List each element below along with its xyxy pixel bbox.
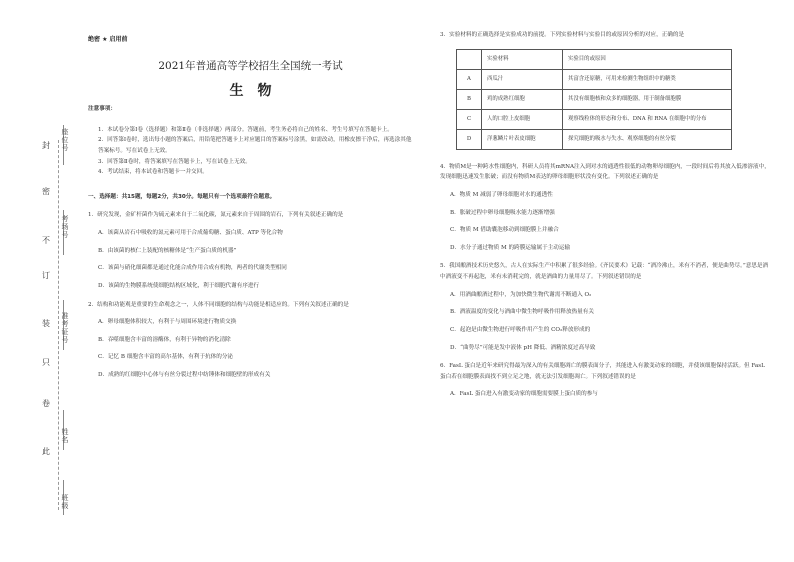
- question-stem: 6．FasL 蛋白是近年来研究得最为深入的有关细胞凋亡的膜表面分子，其能进入有激变动家的细胞，并使该细胞保持活跃。但 FasL 蛋白若在细胞膜表面找不到立足之地，就无法引发细胞凋亡。下列叙述错误的是: [440, 363, 765, 380]
- table-cell: C: [457, 109, 482, 129]
- table-cell: D: [457, 129, 482, 149]
- notice-item: 1．本试卷分第Ⅰ卷（选择题）和第Ⅱ卷（非选择题）两部分。答题前，考生务必将自己的姓名、考生号填写在答题卡上。: [98, 126, 393, 133]
- question-option: C．记忆 B 细胞含丰富的高尔基体，有利于抗体的分泌: [98, 354, 234, 361]
- seal-char: 装: [42, 319, 50, 328]
- question-option: B．吞噬细胞含丰富的溶酶体，有利于异物的消化清除: [98, 336, 231, 343]
- exam-title: 2021年普通高等学校招生全国统一考试: [158, 60, 343, 72]
- binding-dashed-line: [58, 140, 59, 510]
- notice-item: 3．回答第Ⅱ卷时，将答案填写在答题卡上，写在试卷上无效。: [98, 158, 251, 165]
- room-label: 考场号: [61, 215, 69, 239]
- question-option: B．胀破过程中卵母细胞吸水能力逐渐增强: [450, 209, 555, 216]
- question-option: A．用酒曲酿酒过程中，为加快微生物代谢需不断通入 O₂: [450, 291, 592, 298]
- question-option: D．成熟的红细胞中心体与有丝分裂过程中纺锤体和细胞壁的形成有关: [98, 372, 271, 378]
- seal-char: 封: [42, 141, 50, 150]
- question-option: C．物质 M 借助囊泡移动到细胞膜上并融合: [450, 227, 559, 234]
- notice-item: 2．回答第Ⅰ卷时，选出每小题的答案后，用铅笔把答题卡上对应题目的答案标号涂黑，如需改动，用橡皮擦干净后，再选涂其他答案标号。写在试卷上无效。: [98, 137, 412, 154]
- notice-list: [88, 125, 413, 178]
- subject-title: 生 物: [229, 83, 272, 99]
- question-option: D．“曲势尽”可能是发中液体 pH 降低、酒精浓度过高导致: [450, 344, 596, 351]
- ticket-label: 准考证号: [61, 312, 69, 344]
- question-option: C．起泡是由微生物进行呼吸作用产生的 CO₂释放形成的: [450, 326, 591, 333]
- table-cell: 人的口腔上皮细胞: [482, 109, 563, 129]
- section-heading: 一、选择题：共15题，每题2分，共30分。每题只有一个选项最符合题意。: [88, 193, 276, 200]
- table-cell: 探究细胞的吸水与失水、观察细胞的有丝分裂: [563, 129, 732, 149]
- question-option: C．该菌与硝化细菌都是通过化能合成作用合成有机物，两者的代谢类型相同: [98, 265, 287, 272]
- table-cell: 洋葱鳞片叶表皮细胞: [482, 129, 563, 149]
- seal-char: 不: [42, 236, 50, 245]
- question-stem: 1．研究发现，金矿杆菌作为硫元素来自于二氧化碳，氮元素来自于周围的岩石，下列有关叙述正确的是: [88, 212, 344, 219]
- class-label: 班级: [61, 494, 69, 510]
- question-stem: 3．实验材料的正确选择是实验成功的前提。下列实验材料与实验目的或原因分析的对应，正确的是: [440, 32, 685, 38]
- table-cell: 西瓜汁: [482, 69, 563, 89]
- notice-heading: 注意事项：: [88, 106, 116, 112]
- right-column: [440, 30, 770, 400]
- seat-label: 座位号: [61, 128, 69, 152]
- seal-char: 密: [42, 187, 50, 196]
- table-cell: 其富含还原糖，可用来检测生物组织中的糖类: [563, 69, 732, 89]
- question-stem: 4．物质M是一种跨水性细胞内，科研人员将其mRNA注入到对水的通透性很低的动物卵母细胞内，一段时间后将其放入低渗溶液中，发现细胞迅速发生胀破；而没有物质M表达的卵母细胞形状没有变化。下列叙述正确的是: [440, 163, 770, 181]
- table-row: [457, 109, 732, 129]
- table-header-cell: [457, 49, 482, 69]
- seal-char: 只: [42, 358, 50, 367]
- table-cell: 鸡的成熟红细胞: [482, 89, 563, 109]
- table-header-row: [457, 49, 732, 69]
- table-cell: 观察线粒体的形态和分布、DNA 和 RNA 在细胞中的分布: [563, 109, 732, 129]
- question-option: D．水分子通过物质 M 的跨膜运输属于主动运输: [450, 244, 571, 251]
- name-label: 姓名: [61, 428, 69, 444]
- secret-label: 绝密 ★ 启用前: [88, 36, 128, 43]
- table-cell: 其没有细胞核和众多的细胞器，用于制备细胞膜: [563, 89, 732, 109]
- question-option: B．酒液温度的变化与酒曲中微生物呼吸作用释放热量有关: [450, 309, 594, 316]
- materials-table: [456, 49, 732, 150]
- table-cell: B: [457, 89, 482, 109]
- seal-char: 此: [42, 447, 50, 456]
- question-option: A．卵母细胞体积较大，有利于与周围环境进行物质交换: [98, 319, 237, 326]
- table-row: [457, 89, 732, 109]
- table-row: [457, 69, 732, 89]
- question-option: A．物质 M 减弱了卵母细胞对水的通透性: [450, 191, 553, 198]
- table-row: [457, 129, 732, 149]
- table-header-cell: 实验材料: [482, 49, 563, 69]
- question-option: D．该菌的生物膜系统使细胞结构区域化，利于细胞代谢有序进行: [98, 282, 260, 289]
- question-option: A．该菌从岩石中吸收的氮元素可用于合成葡萄糖、蛋白质、ATP 等化合物: [98, 230, 283, 236]
- table-header-cell: 实验目的或原因: [563, 49, 732, 69]
- question-stem: 2．结构和功能观是重要的生命观念之一，人体不同细胞的结构与功能是相适应的。下列有关叙述正确的是: [88, 301, 349, 308]
- notice-item: 4．考试结束，将本试卷和答题卡一并交回。: [98, 169, 208, 176]
- question-option: A．FasL 蛋白进入有激变动家的细胞需要膜上蛋白质的参与: [450, 391, 598, 398]
- question-stem: 5．我国酿酒技术历史悠久，古人在实际生产中积累了很多经验。《齐民要术》记载：“酒冷沸止，米有不消者，便是曲势尽。”意思是酒中酒液变不再起泡，米有未消耗完的，就是酒曲的力量用尽了。下列叙述错误的是: [440, 263, 769, 280]
- table-cell: A: [457, 69, 482, 89]
- question-option: B．由该菌的核仁上装配的核糖体是“生产蛋白质的机器”: [98, 247, 237, 254]
- left-column: [88, 104, 413, 381]
- seal-char: 卷: [42, 399, 50, 408]
- seal-char: 订: [42, 271, 50, 280]
